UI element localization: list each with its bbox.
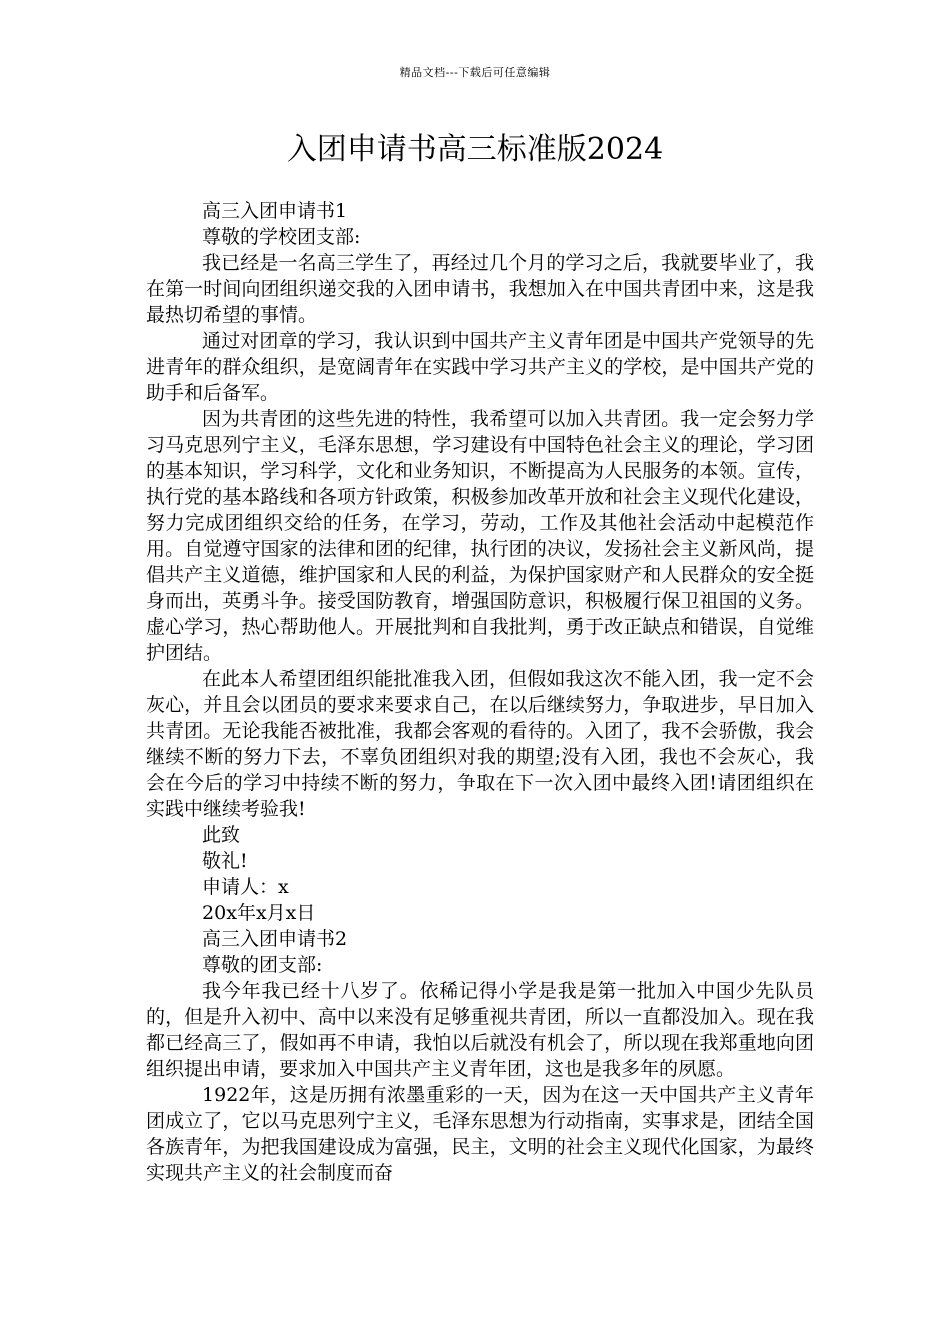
salutation-1: 尊敬的学校团支部: (202, 226, 361, 248)
salutation-2: 尊敬的团支部: (202, 954, 323, 976)
paragraph: 因为共青团的这些先进的特性，我希望可以加入共青团。我一定会努力学习马克思列宁主义，毛泽东思想，学习建设有中国特色社会主义的理论，学习团的基本知识，学习科学，文化和业务知识，不断提高为人民服务的本领。宣传，执行党的基本路线和各项方针政策，积极参加改革开放和社会主义现代化建设，努力完成团组织交给的任务，在学习，劳动，工作及其他社会活动中起模范作用。自觉遵守国家的法律和团的纪律，执行团的决议，发扬社会主义新风尚，提倡共产主义道德，维护国家和人民的利益，为保护国家财产和人民群众的安全挺身而出，英勇斗争。接受国防教育，增强国防意识，积极履行保卫祖国的义务。虚心学习，热心帮助他人。开展批判和自我批判，勇于改正缺点和错误，自觉维护团结。 (146, 408, 814, 664)
section-heading-1: 高三入团申请书1 (202, 200, 348, 222)
closing-line: 此致 (202, 824, 241, 846)
document-title: 入团申请书高三标准版2024 (286, 132, 664, 167)
paragraph: 在此本人希望团组织能批准我入团，但假如我这次不能入团，我一定不会灰心，并且会以团员的要求来要求自己，在以后继续努力，争取进步，早日加入共青团。无论我能否被批准，我都会客观的看待的。入团了，我不会骄傲，我会继续不断的努力下去，不辜负团组织对我的期望;没有入团，我也不会灰心，我会在今后的学习中持续不断的努力，争取在下一次入团中最终入团!请团组织在实践中继续考验我! (146, 668, 814, 820)
closing-line: 敬礼! (202, 850, 248, 872)
document-body (146, 198, 814, 1186)
date-line: 20x年x月x日 (202, 902, 316, 924)
applicant-line: 申请人：x (202, 876, 289, 898)
paragraph: 我今年我已经十八岁了。依稀记得小学是我是第一批加入中国少先队员的，但是升入初中、高中以来没有足够重视共青团，所以一直都没加入。现在我都已经高三了，假如再不申请，我怕以后就没有机会了，所以现在我郑重地向团组织提出申请，要求加入中国共产主义青年团，这也是我多年的夙愿。 (146, 980, 814, 1080)
paragraph: 通过对团章的学习，我认识到中国共产主义青年团是中国共产党领导的先进青年的群众组织，是宽阔青年在实践中学习共产主义的学校，是中国共产党的助手和后备军。 (146, 330, 814, 404)
paragraph: 1922年，这是历拥有浓墨重彩的一天，因为在这一天中国共产主义青年团成立了，它以马克思列宁主义，毛泽东思想为行动指南，实事求是，团结全国各族青年，为把我国建设成为富强，民主，文明的社会主义现代化国家，为最终实现共产主义的社会制度而奋 (146, 1084, 814, 1184)
paragraph: 我已经是一名高三学生了，再经过几个月的学习之后，我就要毕业了，我在第一时间向团组织递交我的入团申请书，我想加入在中国共青团中来，这是我最热切希望的事情。 (146, 252, 814, 326)
header-note: 精品文档---下载后可任意编辑 (399, 66, 551, 79)
section-heading-2: 高三入团申请书2 (202, 928, 348, 950)
